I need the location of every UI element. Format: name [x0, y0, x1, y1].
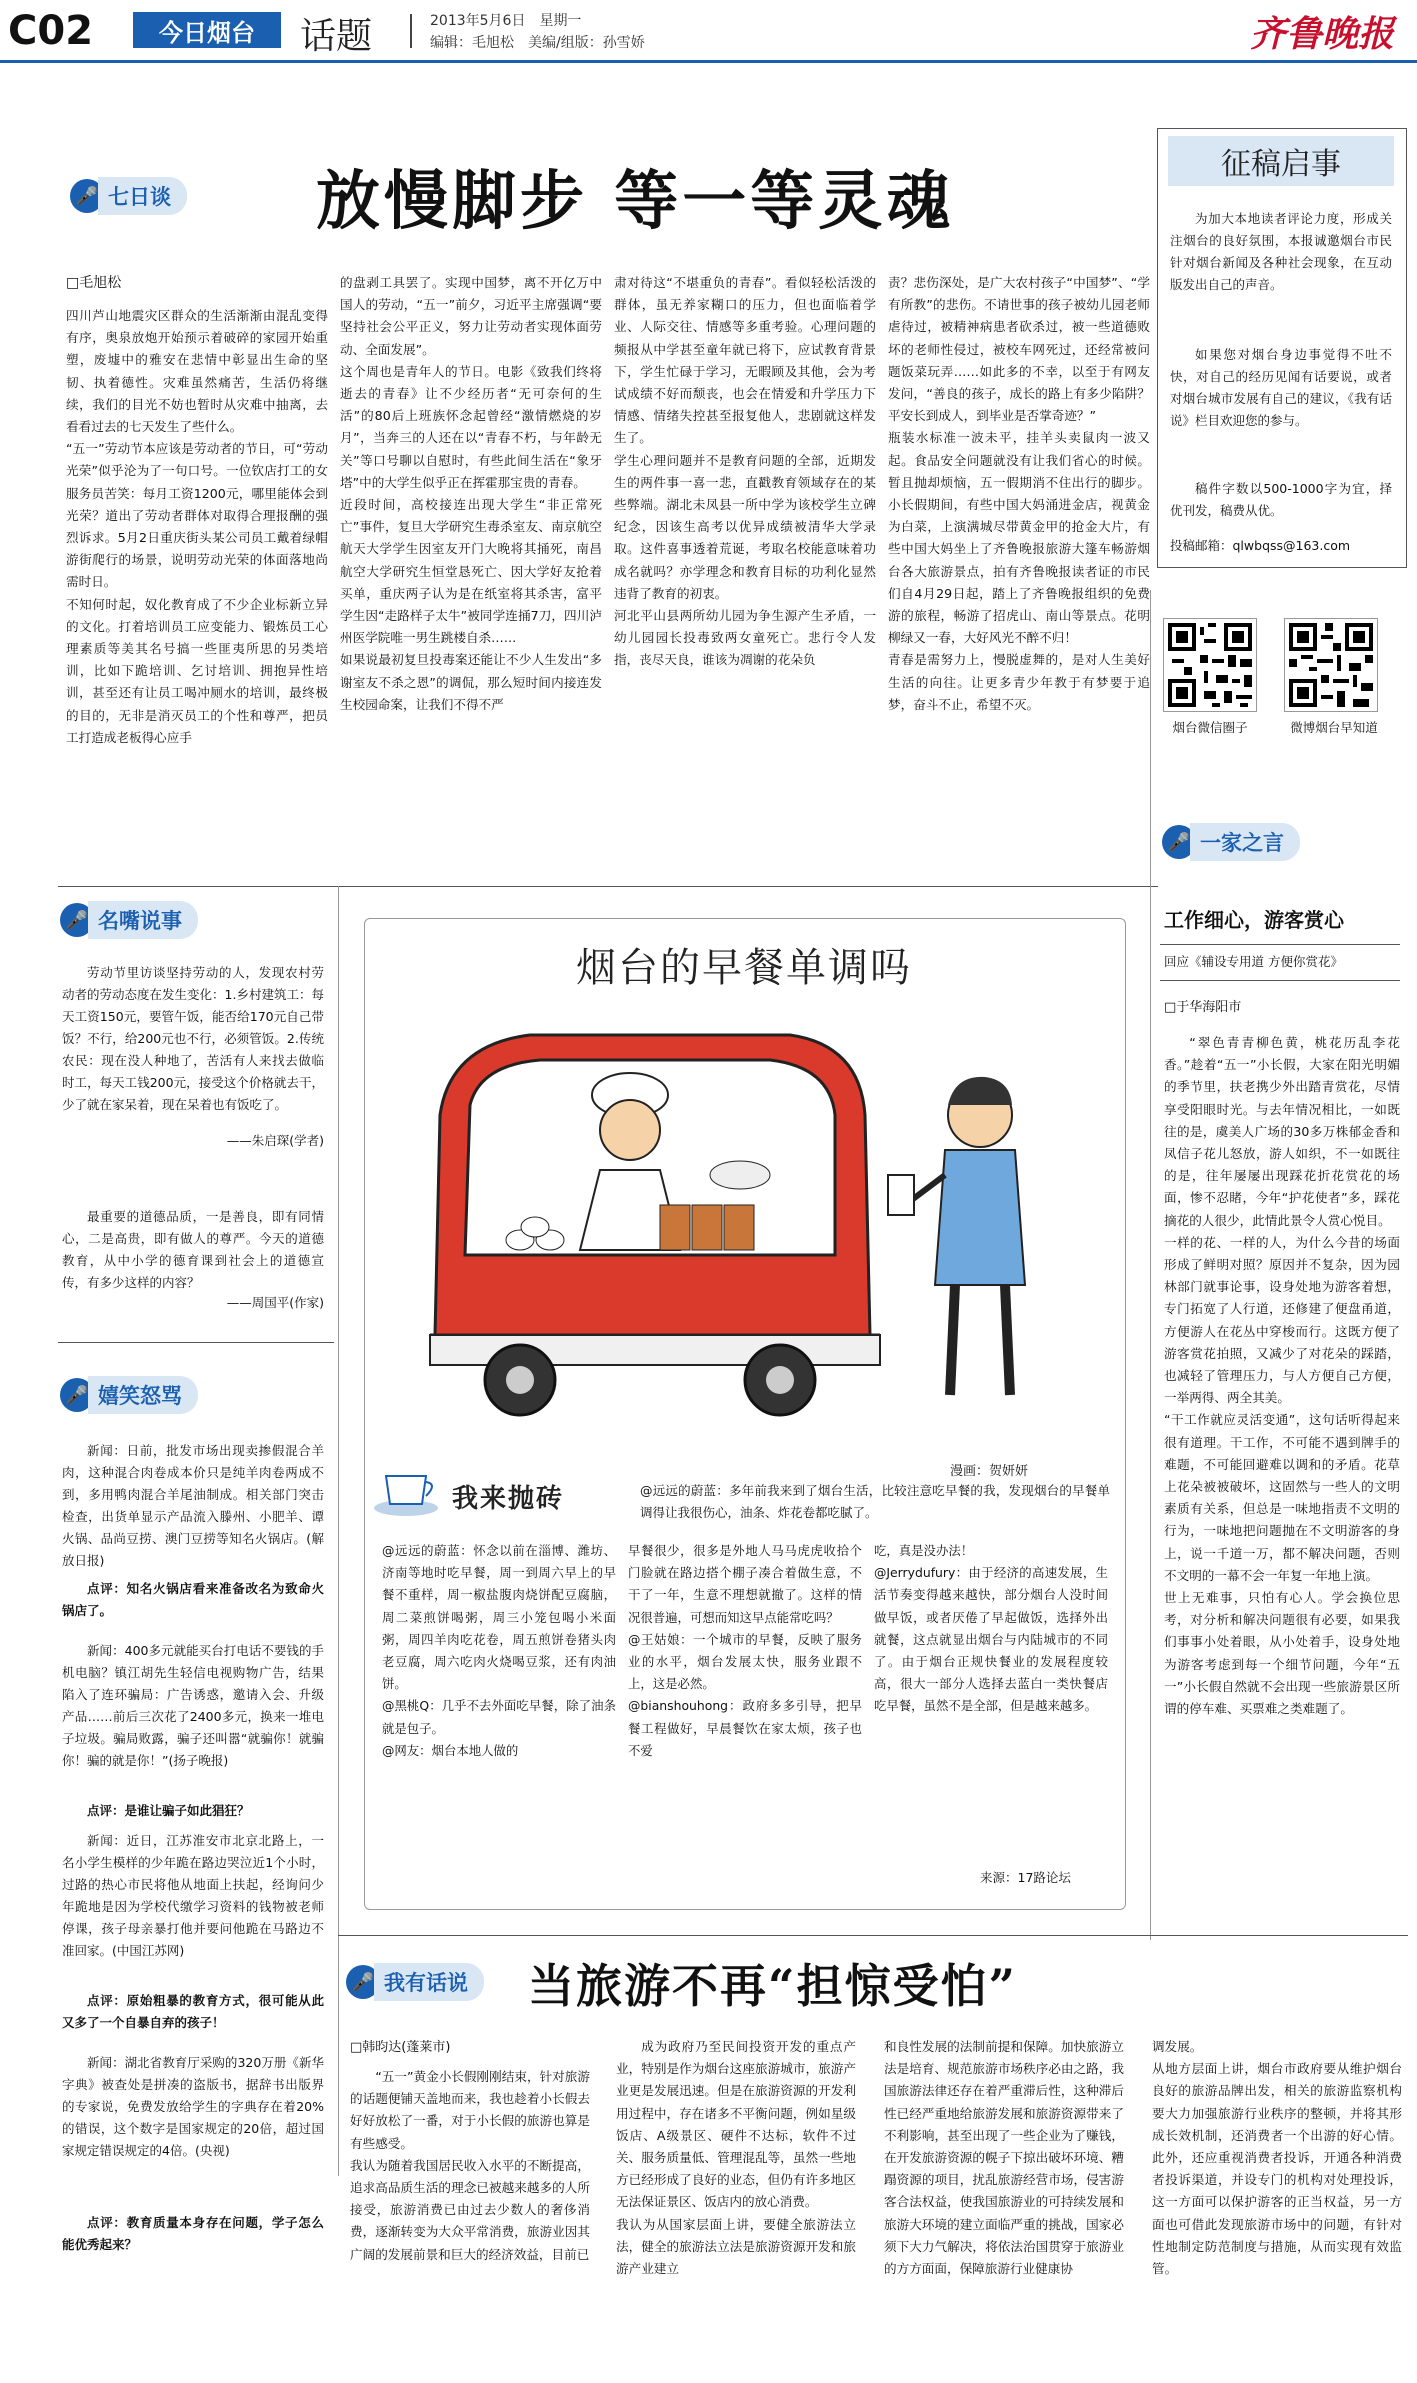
notice-p3: 稿件字数以500-1000字为宜，择优刊发，稿费从优。 [1170, 481, 1392, 518]
main-article-col-2: 的盘剥工具罢了。实现中国梦，离不开亿万中国人的劳动，“五一”前夕，习近平主席强调“要坚持社会公平正义，努力让劳动者实现体面劳动、全面发展”。 这个周也是青年人的节日。电影《致我们终将逝去的青春》让不少经历者“无可奈何的生活”的80后上班族怀念起曾经“激情燃烧的岁月”，当奔三的人还在以“青春不朽，与年龄无关”等口号聊以自慰时，有些此间生活在“象牙塔”中的大学生似乎正在挥霍那宝贵的青春。 近段时间，高校接连出现大学生“非正常死亡”事件，复旦大学研究生毒杀室友、南京航空航天大学学生因室友开门大晚将其捅死，南昌航空大学研究生恒堂恳死亡、因大学好友抢着买单，重庆两子认为是在纸室将其杀害，富平学生因“走路样子太牛”被同学连捅7刀，四川泸州医学院唯一男生跳楼自杀…… 如果说最初复旦投毒案还能让不少人生发出“多谢室友不杀之恩”的调侃，那么短时间内接连发生校园命案，让我们不得不严 [340, 275, 602, 712]
comment-2: 点评：是谁让骗子如此猖狂？ [87, 1803, 250, 1818]
bottom-col-3: 和良性发展的法制前提和保障。加快旅游立法是培育、规范旅游市场秩序必由之路，我国旅游法律还存在着严重滞后性，这种滞后性已经严重地给旅游发展和旅游资源带来了不利影响，甚至出现了一些企业为了赚钱，在开发旅游资源的幌子下掠出破坏环境、糟蹋资源的项目，扰乱旅游经营市场，侵害游客合法权益，使我国旅游业的可持续发展和旅游大环境的建立面临严重的挑战，国家必须下大力气解决，将依法治国贯穿于旅游业的方方面面，保障旅游行业健康协 [884, 2039, 1124, 2277]
quote-2: 最重要的道德品质，一是善良，即有同情心，二是高贵，即有做人的尊严。今天的道德教育，从中小学的德育课到社会上的道德宣传，有多少这样的内容？ [62, 1209, 324, 1290]
comments-col-2: 早餐很少，很多是外地人马马虎虎收拾个门脸就在路边搭个棚子凑合着做生意，不干了一年，生意不理想就撤了。这样的情况很普遍，可想而知这早点能常吃吗？ @王姑娘：一个城市的早餐，反映了服务业的水平，烟台发展太快，服务业跟不上，这是必然。 @bianshouhong：政府多多引导，把早餐工程做好，早晨餐饮在家太烦，孩子也不爱 [628, 1543, 862, 1758]
qr-code-icon [1164, 619, 1256, 711]
paper-logo: 齐鲁晚报 [1250, 13, 1395, 55]
microphone-icon: 🎤 [60, 1378, 94, 1412]
illustration-credit: 漫画：贺妍妍 [950, 1464, 1029, 1479]
editor-credits: 编辑：毛旭松 美编/组版：孙雪娇 [430, 35, 645, 51]
main-article-col-1: 四川芦山地震灾区群众的生活渐渐由混乱变得有序，奥泉放炮开始预示着破碎的家园开始重塑，废墟中的雅安在悲情中彰显出生命的坚韧、执着德性。灾难虽然痛苦，生活仍将继续，我们的目光不妨也暂时从灾难中抽离，去看看过去的七天发生了些什么。 “五一”劳动节本应该是劳动者的节日，可“劳动光荣”似乎沦为了一句口号。一位钦店打工的女服务员苦笑：每月工资1200元，哪里能体会到光荣？道出了劳动者群体对取得合理报酬的强烈诉求。5月2日重庆街头某公司员工戴着绿帽游街爬行的场景，说明劳动光荣的体面落地尚需时日。 不知何时起，奴化教育成了不少企业标新立异的文化。打着培训员工应变能力、锻炼员工心理素质等美其名号搞一些匪夷所思的另类培训，比如下跪培训、乞讨培训、拥抱异性培训，甚至还有让员工喝冲厕水的培训，最终极的目的，无非是消灭员工的个性和尊严，把员工打造成老板得心应手 [66, 308, 328, 745]
opinion-headline: 工作细心，游客赏心 [1164, 908, 1344, 932]
bottom-col-1: “五一”黄金小长假刚刚结束，针对旅游的话题便铺天盖地而来，我也趁着小长假去好好放松了一番，对于小长假的旅游也算是有些感受。 我认为随着我国居民收入水平的不断提高，追求高品质生活的理念已被越来越多的人所接受，旅游消费已由过去少数人的奢侈消费，逐渐转变为大众平常消费，旅游业因其广阔的发展前景和巨大的经济效益，目前已 [350, 2069, 590, 2262]
page-code: C02 [8, 8, 94, 54]
main-article-col-4: 责？悲伤深处，是广大农村孩子“中国梦”、“学有所教”的悲伤。不请世事的孩子被幼儿园老师虐待过，被精神病患者砍杀过，被一些道德败坏的老师性侵过，被校车网死过，还经常被问题饭菜玩弄……如此多的不幸，以至于有网友发问，“善良的孩子，成长的路上有多少陷阱？平安长到成人，到毕业是否掌奇迹？” 瓶装水标准一波未平，挂羊头卖鼠肉一波又起。食品安全问题就没有让我们省心的时候。暂且抛却烦恼，五一假期消不住出行的脚步。小长假期间，有些中国大妈涌进金店，视黄金为白菜，上演满城尽带黄金甲的抢金大片，有些中国大妈坐上了齐鲁晚报旅游大篷车畅游烟台各大旅游景点，拍有齐鲁晚报读者证的市民们自4月29日起，踏上了齐鲁晚报组织的免费游的旅程，畅游了招虎山、南山等景点。花明柳绿又一春，大好风光不醉不归！ 青春是需努力上，慢脱虚舞的，是对人生美好生活的向往。让更多青少年教于有梦要于追梦，奋斗不止，希望不灭。 [888, 275, 1150, 712]
news-1: 新闻：日前，批发市场出现卖掺假混合羊肉，这种混合肉卷成本价只是纯羊肉卷两成不到，多用鸭肉混合羊尾油制成。相关部门突击检查，出货单显示产品流入滕州、小肥羊、谭火锅、品尚豆捞、澳门豆捞等知名火锅店。(解放日报) [62, 1443, 324, 1568]
news-3: 新闻：近日，江苏淮安市北京北路上，一名小学生模样的少年跪在路边哭泣近1个小时，过路的热心市民将他从地面上扶起，经询问少年跪地是因为学校代缴学习资料的钱物被老师停课，孩子母亲暴打他并要问他跪在马路边不准回家。(中国江苏网) [62, 1833, 324, 1958]
section-tag-laugh-scold: 🎤 嬉笑怒骂 [60, 1375, 198, 1415]
microphone-icon: 🎤 [346, 1965, 380, 1999]
panel-lead: @远远的蔚蓝：多年前我来到了烟台生活，比较注意吃早餐的我，发现烟台的早餐单调得让我很伤心，油条、炸花卷都吃腻了。 [640, 1483, 1110, 1520]
comments-col-1: @远远的蔚蓝：怀念以前在淄博、潍坊、济南等地时吃早餐，周一到周六早上的早餐不重样，周一椒盐腹肉烧饼配豆腐脑，周二菜煎饼喝粥，周三小笼包喝小米面粥，周四羊肉吃花卷，周五煎饼卷猪头肉老豆腐，周六吃肉火烧喝豆浆，还有肉油饼。 @黑桃Q：几乎不去外面吃早餐，除了油条就是包子。 @网友：烟台本地人做的 [382, 1543, 616, 1758]
breakfast-cart-illustration [410, 1005, 1090, 1445]
topic-label: 话题 [300, 16, 373, 57]
notice-p2: 如果您对烟台身边事觉得不吐不快，对自己的经历见闻有话要说，或者对烟台城市发展有自己的建议，《我有话说》栏目欢迎您的参与。 [1170, 347, 1392, 428]
section-tag-famous-quotes: 🎤 名嘴说事 [60, 900, 198, 940]
main-article-col-3: 肃对待这“不堪重负的青春”。看似轻松活泼的群体，虽无养家糊口的压力，但也面临着学业、人际交往、情感等多重考验。心理问题的频报从中学甚至童年就已将下，应试教育背景下，学生忙碌于学习，无暇顾及其他，会为考试成绩不好而颓丧，也会在情爱和升学压力下情感、情绪失控甚至报复他人，悲剧就这样发生了。 学生心理问题并不是教育问题的全部，近期发生的两件事一喜一悲，直戳教育领域存在的某些弊端。湖北未凤县一所中学为该校学生立碑纪念，因该生高考以优异成绩被清华大学录取。这件喜事透着荒诞，考取名校能意味着功成名就吗？亦学理念和教育目标的功利化显然违背了教育的初衷。 河北平山县两所幼儿园为争生源产生矛盾，一幼儿园园长投毒致两女童死亡。悲行令人发指，丧尽天良，谁该为凋谢的花朵负 [614, 275, 876, 668]
opinion-subhead: 回应《辅设专用道 方便你赏花》 [1164, 954, 1343, 969]
notice-p1: 为加大本地读者评论力度，形成关注烟台的良好氛围，本报诚邀烟台市民针对烟台新闻及各种社会现象，在互动版发出自己的声音。 [1170, 211, 1392, 292]
section-tag-seven-days: 🎤 七日谈 [70, 176, 187, 216]
qr-code-wechat [1163, 618, 1257, 712]
microphone-icon: 🎤 [1162, 825, 1196, 859]
section-tag-speak-up: 🎤 我有话说 [346, 1962, 484, 2002]
comments-col-3: 吃，真是没办法！ @Jerrydufury：由于经济的高速发展，生活节奏变得越来越快，部分烟台人没时间做早饭，或者厌倦了早起做饭，选择外出就餐，这点就显出烟台与内陆城市的不同了。由于烟台正规快餐业的发展程度较高，很大一部分人选择去蓝白一类快餐店吃早餐，虽然不是全部，但是越来越多。 [874, 1543, 1108, 1714]
bottom-headline: 当旅游不再“担惊受怕” [528, 1959, 1017, 2013]
page-header [0, 0, 1417, 56]
microphone-icon: 🎤 [70, 179, 104, 213]
notice-title: 征稿启事 [1168, 136, 1394, 186]
qr-code-icon [1285, 619, 1377, 711]
notice-email: 投稿邮箱：qlwbqss@163.com [1170, 538, 1351, 553]
coffee-cup-icon [372, 1462, 444, 1518]
quote-1: 劳动节里访谈坚持劳动的人，发现农村劳动者的劳动态度在发生变化：1.乡村建筑工：每天工资150元，要管午饭，能否给170元自己带饭？不行，给200元也不行，必须管饭。2.传统农民：现在没人种地了，苦活有人来找去做临时工，每天工钱200元，接受这个价格就去干，少了就在家呆着，现在呆着也有饭吃了。 [62, 965, 324, 1112]
comment-4: 点评：教育质量本身存在问题，学子怎么能优秀起来？ [62, 2215, 324, 2252]
main-headline: 放慢脚步 等一等灵魂 [316, 164, 955, 239]
qr-code-weibo [1284, 618, 1378, 712]
news-4: 新闻：湖北省教育厅采购的320万册《新华字典》被查处是拼凑的盗版书，据辞书出版界的专家说，免费发放给学生的字典存在着20%的错误，这个数字是国家规定的20倍，超过国家规定错误规定的4倍。(央视) [62, 2055, 324, 2158]
bottom-col-4: 调发展。 从地方层面上讲，烟台市政府要从维护烟台良好的旅游品牌出发，相关的旅游监察机构要大力加强旅游行业秩序的整顿，并将其形成长效机制，还消费者一个出游的好心情。此外，还应重视消费者投诉，开通各种消费者投诉渠道，并设专门的机构对处理投诉，这一方面可以保护游客的正当权益，另一方面也可借此发现旅游市场中的问题，有针对性地制定防范制度与措施，从而实现有效监管。 [1152, 2039, 1402, 2277]
qr-label-weibo: 微博烟台早知道 [1290, 720, 1378, 735]
comment-3: 点评：原始粗暴的教育方式，很可能从此又多了一个自暴自弃的孩子！ [62, 1993, 324, 2030]
bottom-byline: □韩昀达(蓬莱市) [350, 2040, 451, 2055]
section-tag-one-opinion: 🎤 一家之言 [1162, 822, 1300, 862]
comments-source: 来源：17路论坛 [980, 1870, 1071, 1885]
quote-2-attribution: ——周国平(作家) [226, 1295, 324, 1310]
comment-1: 点评：知名火锅店看来准备改名为致命火锅店了。 [62, 1581, 324, 1618]
bottom-col-2: 成为政府乃至民间投资开发的重点产业，特别是作为烟台这座旅游城市，旅游产业更是发展迅速。但是在旅游资源的开发利用过程中，存在诸多不平衡问题，例如星级饭店、A级景区、硬件不达标，软件不过关、服务质量低、管理混乱等，虽然一些地方已经形成了良好的业态，但仍有许多地区无法保证景区、饭店内的放心消费。 我认为从国家层面上讲，要健全旅游法立法，健全的旅游法立法是旅游资源开发和旅游产业建立 [616, 2039, 856, 2277]
panel-tag: 我来抛砖 [452, 1484, 565, 1514]
qr-label-wechat: 烟台微信圈子 [1172, 720, 1248, 735]
quote-1-attribution: ——朱启琛(学者) [226, 1133, 324, 1148]
feature-title: 烟台的早餐单调吗 [576, 945, 912, 991]
news-2: 新闻：400多元就能买台打电话不要钱的手机电脑？镇江胡先生轻信电视购物广告，结果陷入了连环骗局：广告诱惑，邀请入会、升级产品……前后三次花了2400多元，换来一堆电子垃圾。骗局败露，骗子还叫嚣“就骗你！就骗你！骗的就是你！”(扬子晚报) [62, 1643, 324, 1768]
opinion-byline: □于华海阳市 [1164, 1000, 1242, 1015]
opinion-body: “翠色青青柳色黄，桃花历乱李花香。”趁着“五一”小长假，大家在阳光明媚的季节里，扶老携少外出踏青赏花，尽情享受阳眼时光。与去年情况相比，一如既往的是，虞美人广场的30多万株郁金香和凤信子花儿怒放，游人如织，不一如既往的是，往年屡屡出现踩花折花赏花的场面，惨不忍睹，今年“护花使者”多，踩花摘花的人很少，此情此景令人赏心悦目。 一样的花、一样的人，为什么今昔的场面形成了鲜明对照？原因并不复杂，因为园林部门就事论事，设身处地为游客着想，专门拓宽了人行道，还修建了便盘甬道，方便游人在花丛中穿梭而行。这既方便了游客赏花拍照，又减少了对花朵的踩踏，也减轻了管理压力，与人方便自己方便，一举两得、两全其美。 “干工作就应灵活变通”，这句话听得起来很有道理。干工作，不可能不遇到牌手的难题，不可能回避难以调和的矛盾。花草上花朵被被破坏，这固然与一些人的文明素质有关系，但总是一味地指责不文明的行为，一味地把问题抛在不文明游客的身上，说一千道一万，都不解决问题，否则不文明的一幕不会一年复一年地上演。 世上无难事，只怕有心人。学会换位思考，对分析和解决问题很有必要，如果我们事事小处着眼，从小处着手，设身处地为游客考虑到每一个细节问题，今年“五一”小长假自然就不会出现一些旅游景区所谓的停车难、买票难之类难题了。 [1164, 1035, 1400, 1717]
issue-date: 2013年5月6日 星期一 [430, 13, 582, 29]
section-badge: 今日烟台 [133, 12, 281, 48]
microphone-icon: 🎤 [60, 903, 94, 937]
main-byline: □毛旭松 [66, 275, 122, 291]
